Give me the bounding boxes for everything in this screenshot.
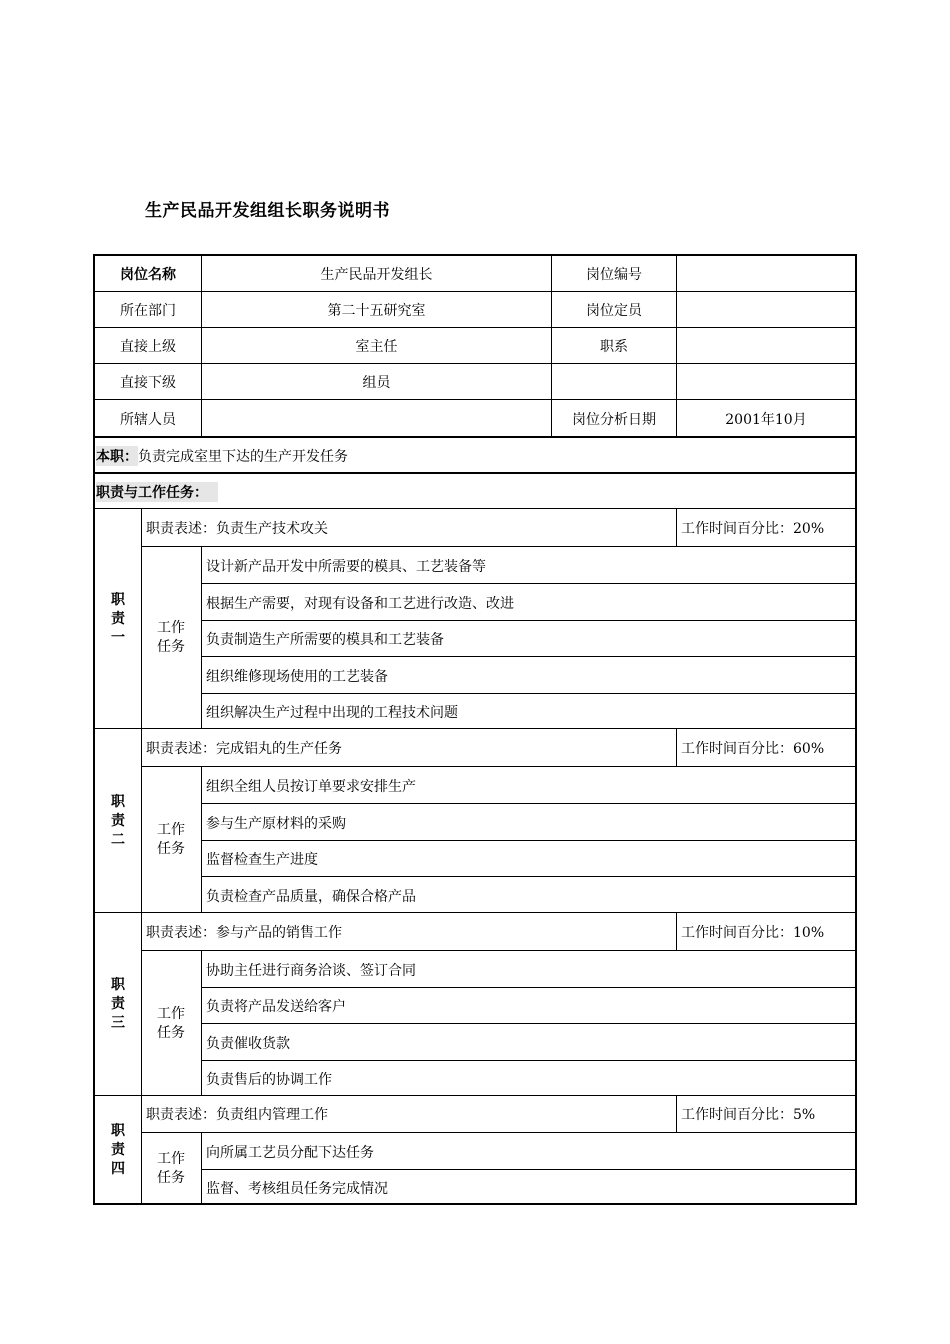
info-row: [95, 363, 855, 400]
value-analysis-date: 2001年10月: [676, 400, 855, 437]
label-position-name: 岗位名称: [120, 266, 176, 283]
value-subordinate: 组员: [201, 364, 551, 400]
label-analysis-date: 岗位分析日期: [551, 400, 676, 437]
info-row: [95, 399, 855, 437]
section-label: 职责三: [111, 977, 125, 1031]
duty-section: [95, 912, 855, 1096]
empty-cell: [676, 364, 855, 400]
value-staff: [201, 400, 551, 437]
duty-section: [95, 728, 855, 913]
label-headcount: 岗位定员: [551, 292, 676, 328]
work-task-label: 工作任务: [141, 766, 201, 913]
section-pct: 工作时间百分比：60%: [676, 729, 855, 766]
page-title: 生产民品开发组组长职务说明书: [145, 201, 390, 221]
duty-row: [95, 436, 855, 474]
label-staff: 所辖人员: [120, 411, 176, 428]
tasks-header: 职责与工作任务：: [96, 482, 218, 502]
section-desc-row: [95, 509, 855, 546]
label-job-series: 职系: [551, 328, 676, 364]
duty-label: 本职：: [96, 446, 138, 466]
task-item: 负责将产品发送给客户: [201, 987, 855, 1024]
label-position-code: 岗位编号: [551, 256, 676, 291]
section-pct: 工作时间百分比：10%: [676, 913, 855, 950]
section-pct: 工作时间百分比：5%: [676, 1096, 855, 1132]
info-row: [95, 291, 855, 328]
section-desc-row: [95, 913, 855, 950]
task-item: 组织解决生产过程中出现的工程技术问题: [201, 693, 855, 730]
task-item: 组织维修现场使用的工艺装备: [201, 656, 855, 694]
section-label: 职责一: [111, 591, 125, 646]
info-row: [95, 327, 855, 364]
task-item: 负责检查产品质量，确保合格产品: [201, 876, 855, 914]
empty-cell: [551, 364, 676, 400]
work-task-label: 工作任务: [141, 546, 201, 729]
value-job-series: [676, 328, 855, 364]
task-item: 组织全组人员按订单要求安排生产: [201, 766, 855, 804]
section-desc: 职责表述：参与产品的销售工作: [146, 924, 342, 941]
section-pct: 工作时间百分比：20%: [676, 509, 855, 546]
value-department: 第二十五研究室: [201, 292, 551, 328]
work-task-label: 工作任务: [141, 950, 201, 1096]
value-superior: 室主任: [201, 328, 551, 364]
duty-section: [95, 1095, 855, 1204]
task-item: 监督检查生产进度: [201, 840, 855, 877]
work-task-label: 工作任务: [141, 1132, 201, 1204]
label-department: 所在部门: [120, 303, 176, 319]
task-item: 负责制造生产所需要的模具和工艺装备: [201, 620, 855, 657]
section-desc-row: [95, 1096, 855, 1132]
task-item: 协助主任进行商务洽谈、签订合同: [201, 950, 855, 988]
value-position-code: [676, 256, 855, 291]
section-desc: 职责表述：负责组内管理工作: [146, 1107, 328, 1123]
section-desc: 职责表述：完成铝丸的生产任务: [146, 740, 342, 757]
task-item: 负责售后的协调工作: [201, 1060, 855, 1097]
section-desc-row: [95, 729, 855, 766]
info-row: [95, 256, 855, 291]
label-subordinate: 直接下级: [120, 375, 176, 391]
section-label: 职责二: [111, 793, 125, 848]
job-description-table: [93, 254, 857, 1205]
task-item: 向所属工艺员分配下达任务: [201, 1132, 855, 1170]
duty-section: [95, 508, 855, 729]
value-headcount: [676, 292, 855, 328]
tasks-header-row: [95, 472, 855, 510]
section-desc: 职责表述：负责生产技术攻关: [146, 520, 328, 537]
task-item: 参与生产原材料的采购: [201, 803, 855, 841]
task-item: 负责催收货款: [201, 1023, 855, 1061]
label-superior: 直接上级: [120, 339, 176, 355]
task-item: 根据生产需要，对现有设备和工艺进行改造、改进: [201, 583, 855, 621]
duty-text: 负责完成室里下达的生产开发任务: [138, 449, 348, 465]
task-item: 监督、考核组员任务完成情况: [201, 1169, 855, 1205]
task-item: 设计新产品开发中所需要的模具、工艺装备等: [201, 546, 855, 584]
value-position-name: 生产民品开发组长: [201, 256, 551, 291]
section-label: 职责四: [111, 1122, 125, 1177]
